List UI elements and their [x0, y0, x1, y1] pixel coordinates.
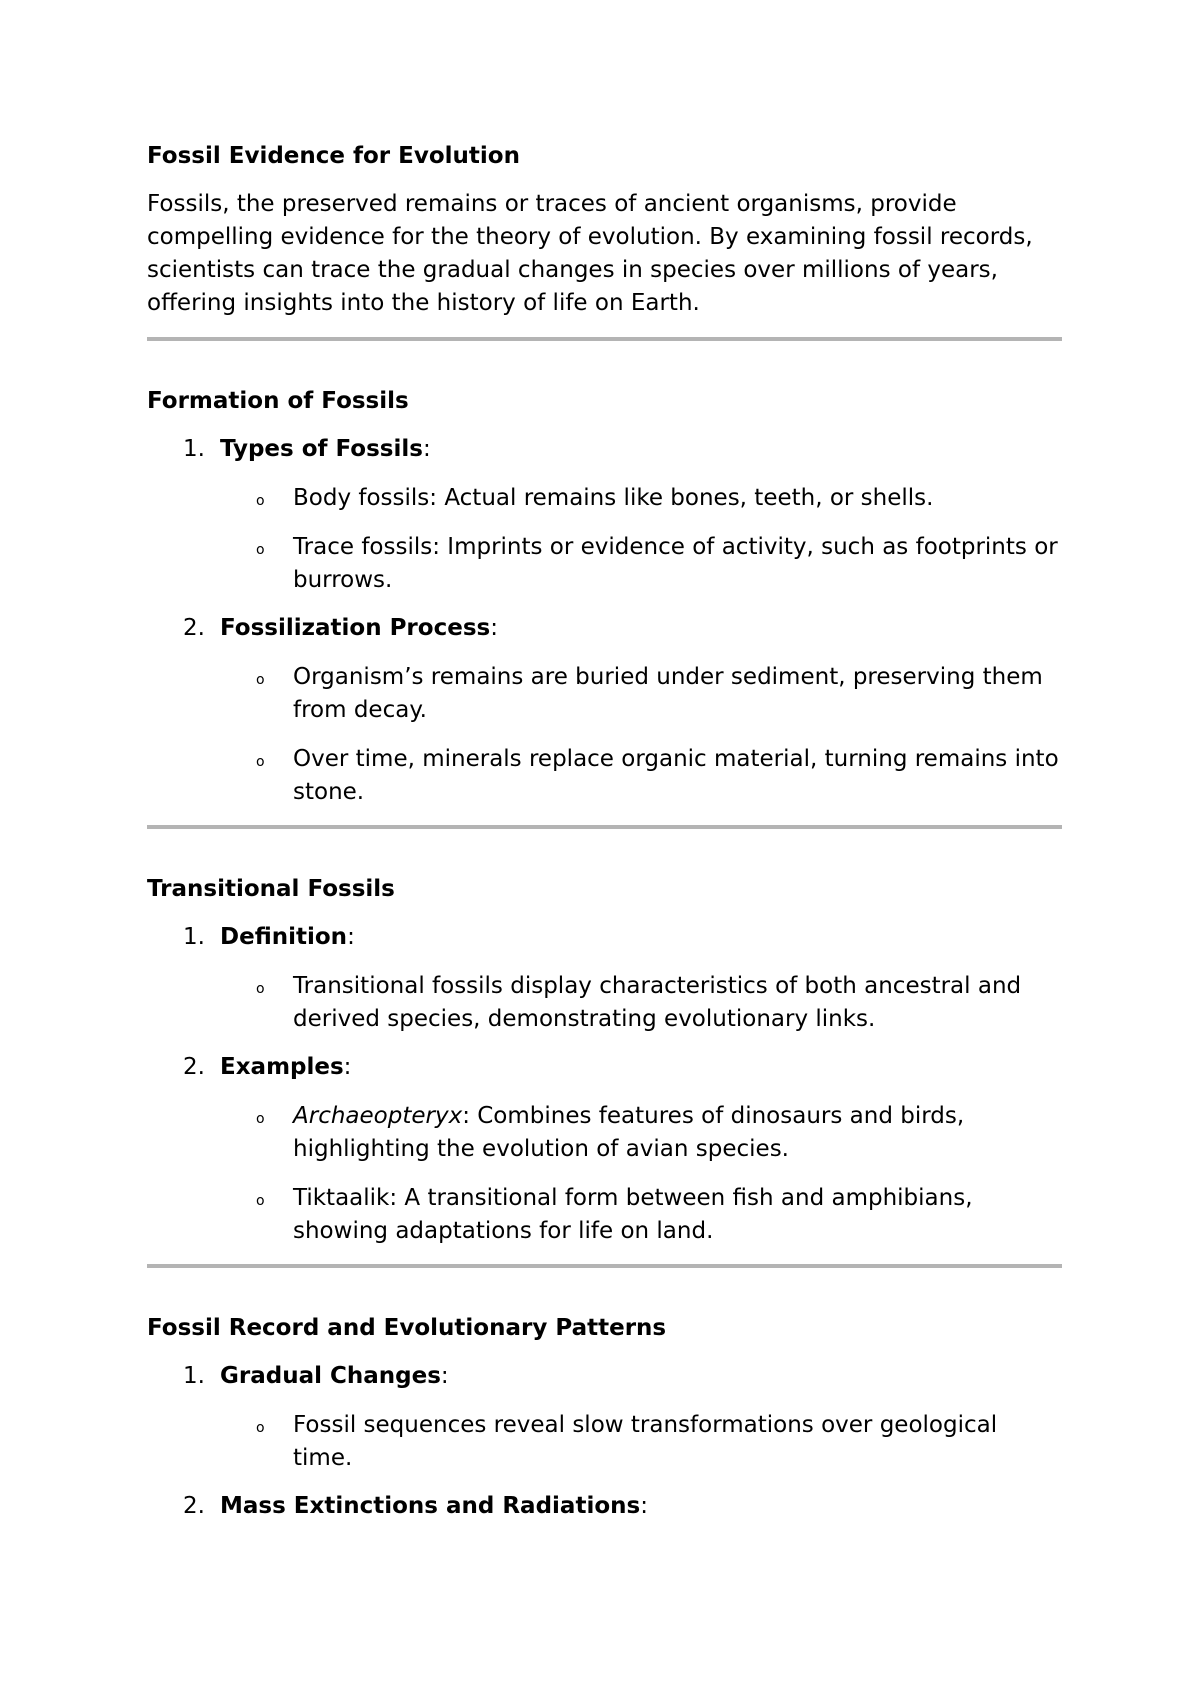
numbered-item-heading	[147, 1051, 1062, 1084]
numbered-item	[147, 1360, 1062, 1475]
sub-bullet-text: : Combines features of dinosaurs and birds, highlighting the evolution of avian species.	[293, 1103, 965, 1162]
sub-bullet-text: Tiktaalik: A transitional form between fish and amphibians, showing adaptations for life on land.	[293, 1185, 973, 1244]
sub-bullet-list	[147, 970, 1062, 1036]
numbered-item	[147, 612, 1062, 809]
sub-bullet-item	[147, 1409, 1062, 1475]
item-number: 1.	[183, 436, 205, 462]
item-title: Examples	[220, 1054, 344, 1080]
item-title-wrap	[183, 1493, 648, 1519]
sub-bullet-item	[147, 1100, 1062, 1166]
sub-bullet-text: Trace fossils: Imprints or evidence of activity, such as footprints or burrows.	[293, 534, 1058, 593]
sub-bullet-list	[147, 1100, 1062, 1248]
item-title: Definition	[220, 924, 348, 950]
section	[147, 873, 1062, 1248]
section-heading: Fossil Record and Evolutionary Patterns	[147, 1315, 667, 1341]
section-heading: Formation of Fossils	[147, 388, 409, 414]
item-title: Mass Extinctions and Radiations	[220, 1493, 641, 1519]
item-title: Fossilization Process	[220, 615, 491, 641]
numbered-item	[147, 1490, 1062, 1523]
item-number: 1.	[183, 924, 205, 950]
circle-bullet-icon: o	[256, 1420, 265, 1436]
sub-bullet-item	[147, 970, 1062, 1036]
item-number: 2.	[183, 1054, 205, 1080]
item-title-colon: :	[490, 615, 498, 641]
item-title: Gradual Changes	[220, 1363, 441, 1389]
numbered-list	[147, 1360, 1062, 1523]
numbered-item-heading	[147, 1360, 1062, 1393]
item-title-colon: :	[640, 1493, 648, 1519]
numbered-item-heading	[147, 921, 1062, 954]
item-title-colon: :	[422, 436, 431, 462]
circle-bullet-icon: o	[256, 493, 265, 509]
circle-bullet-icon: o	[256, 542, 265, 558]
item-number: 1.	[183, 1363, 205, 1389]
numbered-item	[147, 921, 1062, 1036]
item-title-colon: :	[347, 924, 355, 950]
circle-bullet-icon: o	[256, 981, 265, 997]
document-page	[147, 140, 1062, 1523]
section-divider	[147, 1264, 1062, 1268]
sub-bullet-text: Over time, minerals replace organic material, turning remains into stone.	[293, 746, 1059, 805]
species-name: Archaeopteryx	[293, 1103, 463, 1129]
item-title-wrap	[183, 1363, 449, 1389]
sub-bullet-list	[147, 661, 1062, 809]
item-number: 2.	[183, 615, 205, 641]
item-title: Types of Fossils	[220, 436, 423, 462]
intro-section	[147, 140, 1062, 320]
sub-bullet-list	[147, 482, 1062, 597]
sub-bullet-text: Transitional fossils display characteristics of both ancestral and derived species, demonstrating evolutionary links.	[293, 973, 1022, 1032]
sub-bullet-item	[147, 743, 1062, 809]
circle-bullet-icon: o	[256, 754, 265, 770]
numbered-item-heading	[147, 433, 1062, 466]
section-heading: Transitional Fossils	[147, 876, 395, 902]
document-title: Fossil Evidence for Evolution	[147, 143, 520, 169]
section	[147, 1312, 1062, 1523]
numbered-item	[147, 1051, 1062, 1248]
item-number: 2.	[183, 1493, 205, 1519]
sub-bullet-text: Body fossils: Actual remains like bones, teeth, or shells.	[293, 485, 934, 511]
numbered-list	[147, 921, 1062, 1248]
numbered-item-heading	[147, 612, 1062, 645]
numbered-list	[147, 433, 1062, 809]
sub-bullet-item	[147, 1182, 1062, 1248]
numbered-item-heading	[147, 1490, 1062, 1523]
sections-container	[147, 337, 1062, 1523]
sub-bullet-item	[147, 531, 1062, 597]
section-divider	[147, 337, 1062, 341]
item-title-colon: :	[343, 1054, 352, 1080]
circle-bullet-icon: o	[256, 1111, 265, 1127]
circle-bullet-icon: o	[256, 672, 265, 688]
sub-bullet-list	[147, 1409, 1062, 1475]
circle-bullet-icon: o	[256, 1193, 265, 1209]
intro-paragraph: Fossils, the preserved remains or traces of ancient organisms, provide compelling evidence for the theory of evolution. By examining fossil records, scientists can trace the gradual changes in species over millions of years, offering insights into the history of life on Earth.	[147, 191, 1033, 316]
item-title-wrap	[183, 436, 431, 462]
sub-bullet-item	[147, 661, 1062, 727]
item-title-colon: :	[440, 1363, 449, 1389]
numbered-item	[147, 433, 1062, 597]
sub-bullet-item	[147, 482, 1062, 515]
section-divider	[147, 825, 1062, 829]
sub-bullet-text: Fossil sequences reveal slow transformations over geological time.	[293, 1412, 998, 1471]
section	[147, 385, 1062, 809]
sub-bullet-text: Organism’s remains are buried under sediment, preserving them from decay.	[293, 664, 1043, 723]
item-title-wrap	[183, 615, 498, 641]
